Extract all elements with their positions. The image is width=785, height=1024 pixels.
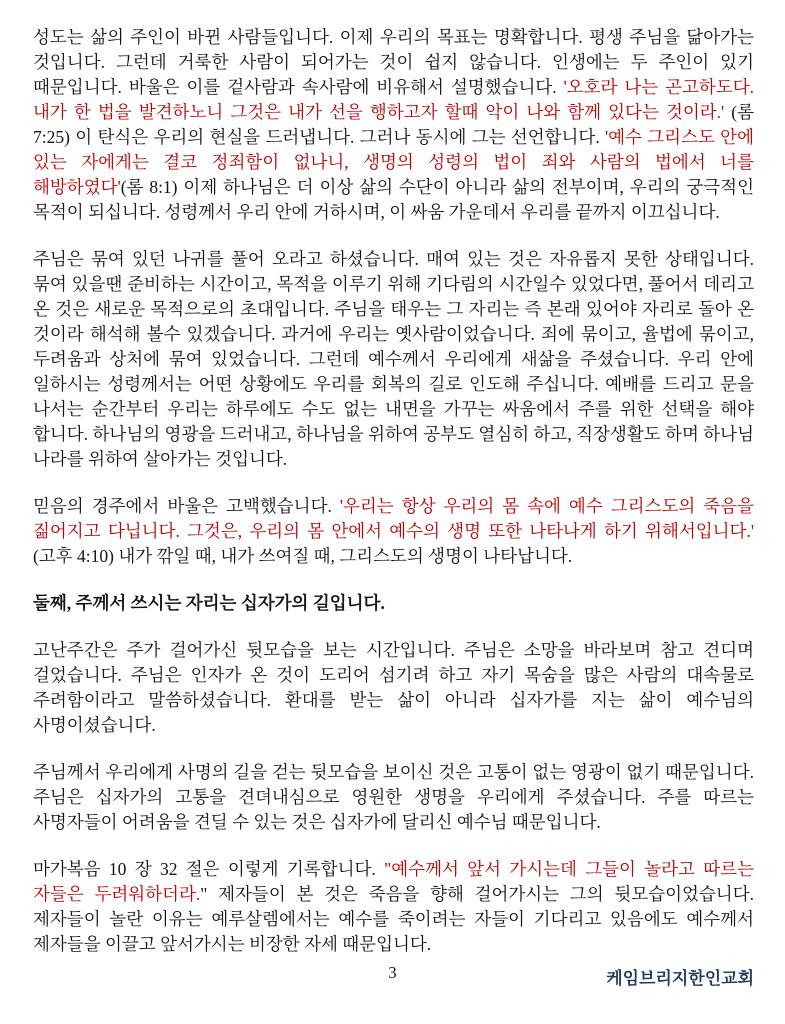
text-run: " 제자들이 본 것은 죽음을 향해 걸어가시는 그의 뒷모습이었습니다. 제자들이 놀란 이유는 예루살렘에서는 예수를 죽이려는 자들이 기다리고 있음에도 예수께서 제자들을 이끌고 앞서가시는 비장한 자세 때문입니다. xyxy=(33,884,754,954)
church-name: 케임브리지한인교회 xyxy=(606,969,754,988)
scripture-quote: "예수께서 앞서 가시는데 그들이 놀라고 따르는 자들은 두려워하더라. xyxy=(33,859,754,904)
page-number: 3 xyxy=(388,963,397,982)
scripture-quote: '우리는 항상 우리의 몸 속에 예수 그리스도의 죽음을 짊어지고 다닙니다. 그것은, 우리의 몸 안에서 예수의 생명 또한 나타나게 하기 위해서입니다.' xyxy=(33,496,754,541)
text-run: 믿음의 경주에서 바울은 고백했습니다. xyxy=(33,496,340,516)
text-run: (고후 4:10) 내가 깎일 때, 내가 쓰여질 때, 그리스도의 생명이 나타납니다. xyxy=(33,546,573,566)
paragraph xyxy=(33,760,754,835)
text-run: 마가복음 10 장 32 절은 이렇게 기록합니다. xyxy=(33,859,385,879)
section-heading xyxy=(33,591,754,616)
paragraph xyxy=(33,638,754,738)
page-footer xyxy=(0,963,785,993)
paragraph xyxy=(33,494,754,569)
text-run: 둘째, 주께서 쓰시는 자리는 십자가의 길입니다. xyxy=(33,593,385,613)
text-run: (롬 8:1) 이제 하나님은 더 이상 삶의 수단이 아니라 삶의 전부이며, 우리의 궁극적인 목적이 되십니다. 성령께서 우리 안에 거하시며, 이 싸움 가운데서 우리를 끝까지 이끄십니다. xyxy=(33,177,754,222)
scripture-quote: '예수 그리스도 안에 있는 자에게는 결코 정죄함이 없나니, 생명의 성령의 법이 죄와 사람의 법에서 너를 해방하였다' xyxy=(33,127,754,197)
scripture-quote: '오호라 나는 곤고하도다. 내가 한 법을 발견하노니 그것은 내가 선을 행하고자 할때 악이 나와 함께 있다는 것이라.' xyxy=(33,77,755,122)
paragraph xyxy=(33,25,754,225)
document-body xyxy=(33,25,754,979)
paragraph xyxy=(33,247,754,472)
text-run: 고난주간은 주가 걸어가신 뒷모습을 보는 시간입니다. 주님은 소망을 바라보며 참고 견디며 걸었습니다. 주님은 인자가 온 것이 도리어 섬기려 하고 자기 목숨을 많은 사람의 대속물로 주려함이라고 말씀하셨습니다. 환대를 받는 삶이 아니라 십자가를 지는 삶이 예수님의 사명이셨습니다. xyxy=(33,640,754,735)
text-run: 주님께서 우리에게 사명의 길을 걷는 뒷모습을 보이신 것은 고통이 없는 영광이 없기 때문입니다. 주님은 십자가의 고통을 견뎌내심으로 영원한 생명을 우리에게 주셨습니다. 주를 따르는 사명자들이 어려움을 견딜 수 있는 것은 십자가에 달리신 예수님 때문입니다. xyxy=(33,762,754,832)
text-run: 주님은 묶여 있던 나귀를 풀어 오라고 하셨습니다. 매여 있는 것은 자유롭지 못한 상태입니다. 묶여 있을땐 준비하는 시간이고, 목적을 이루기 위해 기다림의 시간일수 있었다면, 풀어서 데리고 온 것은 새로운 목적으로의 초대입니다. 주님을 태우는 그 자리는 즉 본래 있어야 자리로 돌아 온 것이라 해석해 볼수 있겠습니다. 과거에 우리는 옛사람이었습니다. 죄에 묶이고, 율법에 묶이고, 두려움과 상처에 묶여 있었습니다. 그런데 예수께서 우리에게 새삶을 주셨습니다. 우리 안에 일하시는 성령께서는 어떤 상황에도 우리를 회복의 길로 인도해 주십니다. 예배를 드리고 문을 나서는 순간부터 우리는 하루에도 수도 없는 내면을 가꾸는 싸움에서 주를 위한 선택을 해야 합니다. 하나님의 영광을 드러내고, 하나님을 위하여 공부도 열심히 하고, 직장생활도 하며 하나님 나라를 위하여 살아가는 것입니다. xyxy=(33,249,754,469)
paragraph xyxy=(33,857,754,957)
text-run: 성도는 삶의 주인이 바뀐 사람들입니다. 이제 우리의 목표는 명확합니다. 평생 주님을 닮아가는 것입니다. 그런데 거룩한 사람이 되어가는 것이 쉽지 않습니다. 인생에는 두 주인이 있기 때문입니다. 바울은 이를 겉사람과 속사람에 비유해서 설명했습니다. xyxy=(33,27,754,97)
text-run: (롬 7:25) 이 탄식은 우리의 현실을 드러냅니다. 그러나 동시에 그는 선언합니다. xyxy=(33,102,754,147)
